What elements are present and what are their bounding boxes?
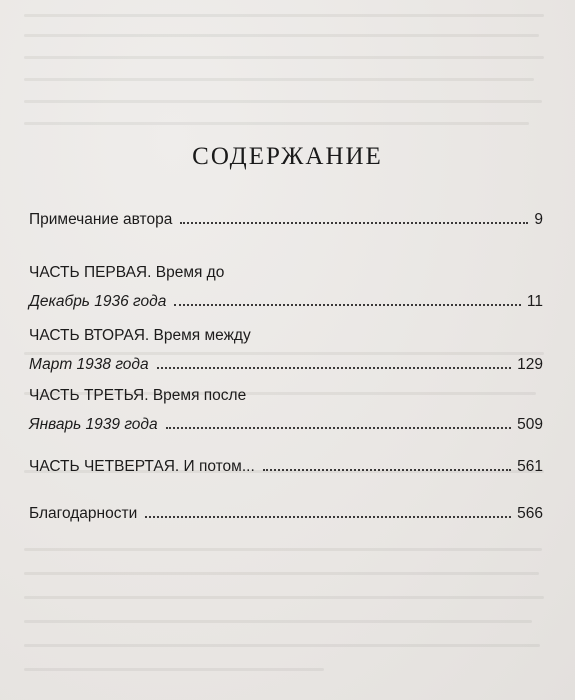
bleed-through-line <box>24 596 544 599</box>
bleed-through-line <box>24 644 540 647</box>
bleed-through-line <box>24 34 539 37</box>
toc-page-number: 9 <box>534 211 543 228</box>
toc-entry-part-four[interactable] <box>29 457 543 477</box>
toc-page-number: 566 <box>517 505 543 522</box>
bleed-through-line <box>24 572 539 575</box>
bleed-through-line <box>24 548 542 551</box>
toc-entry-part-one[interactable] <box>29 263 543 312</box>
dot-leader <box>263 468 511 471</box>
dot-leader <box>180 221 528 224</box>
dot-leader <box>174 303 521 306</box>
toc-entry-date: Март 1938 года <box>29 356 149 373</box>
toc-page-number: 11 <box>526 293 543 310</box>
toc-page-number: 561 <box>517 458 543 475</box>
bleed-through-line <box>24 620 532 623</box>
bleed-through-line <box>24 56 544 59</box>
bleed-through-line <box>24 122 529 125</box>
dot-leader <box>166 426 512 429</box>
toc-part-heading: ЧАСТЬ ВТОРАЯ. Время между <box>29 327 251 344</box>
page-title: СОДЕРЖАНИЕ <box>192 143 383 170</box>
bleed-through-line <box>24 100 542 103</box>
toc-part-heading: ЧАСТЬ ТРЕТЬЯ. Время после <box>29 387 247 404</box>
toc-entry-date: Январь 1939 года <box>29 416 158 433</box>
toc-entry-label: Благодарности <box>29 505 138 522</box>
toc-page-number: 509 <box>517 416 543 433</box>
toc-entry-part-two[interactable] <box>29 326 543 375</box>
bleed-through-line <box>24 668 324 671</box>
toc-entry-part-three[interactable] <box>29 386 543 435</box>
toc-entry-author-note[interactable] <box>29 210 543 230</box>
toc-entry-acknowledgements[interactable] <box>29 504 543 524</box>
bleed-through-line <box>24 78 534 81</box>
toc-entry-label: Примечание автора <box>29 211 173 228</box>
toc-part-heading: ЧАСТЬ ПЕРВАЯ. Время до <box>29 264 225 281</box>
toc-entry-label: ЧАСТЬ ЧЕТВЕРТАЯ. И потом... <box>29 458 255 475</box>
dot-leader <box>157 366 512 369</box>
dot-leader <box>145 515 511 518</box>
bleed-through-line <box>24 14 544 17</box>
toc-page-number: 129 <box>517 356 543 373</box>
toc-entry-date: Декабрь 1936 года <box>29 293 167 310</box>
